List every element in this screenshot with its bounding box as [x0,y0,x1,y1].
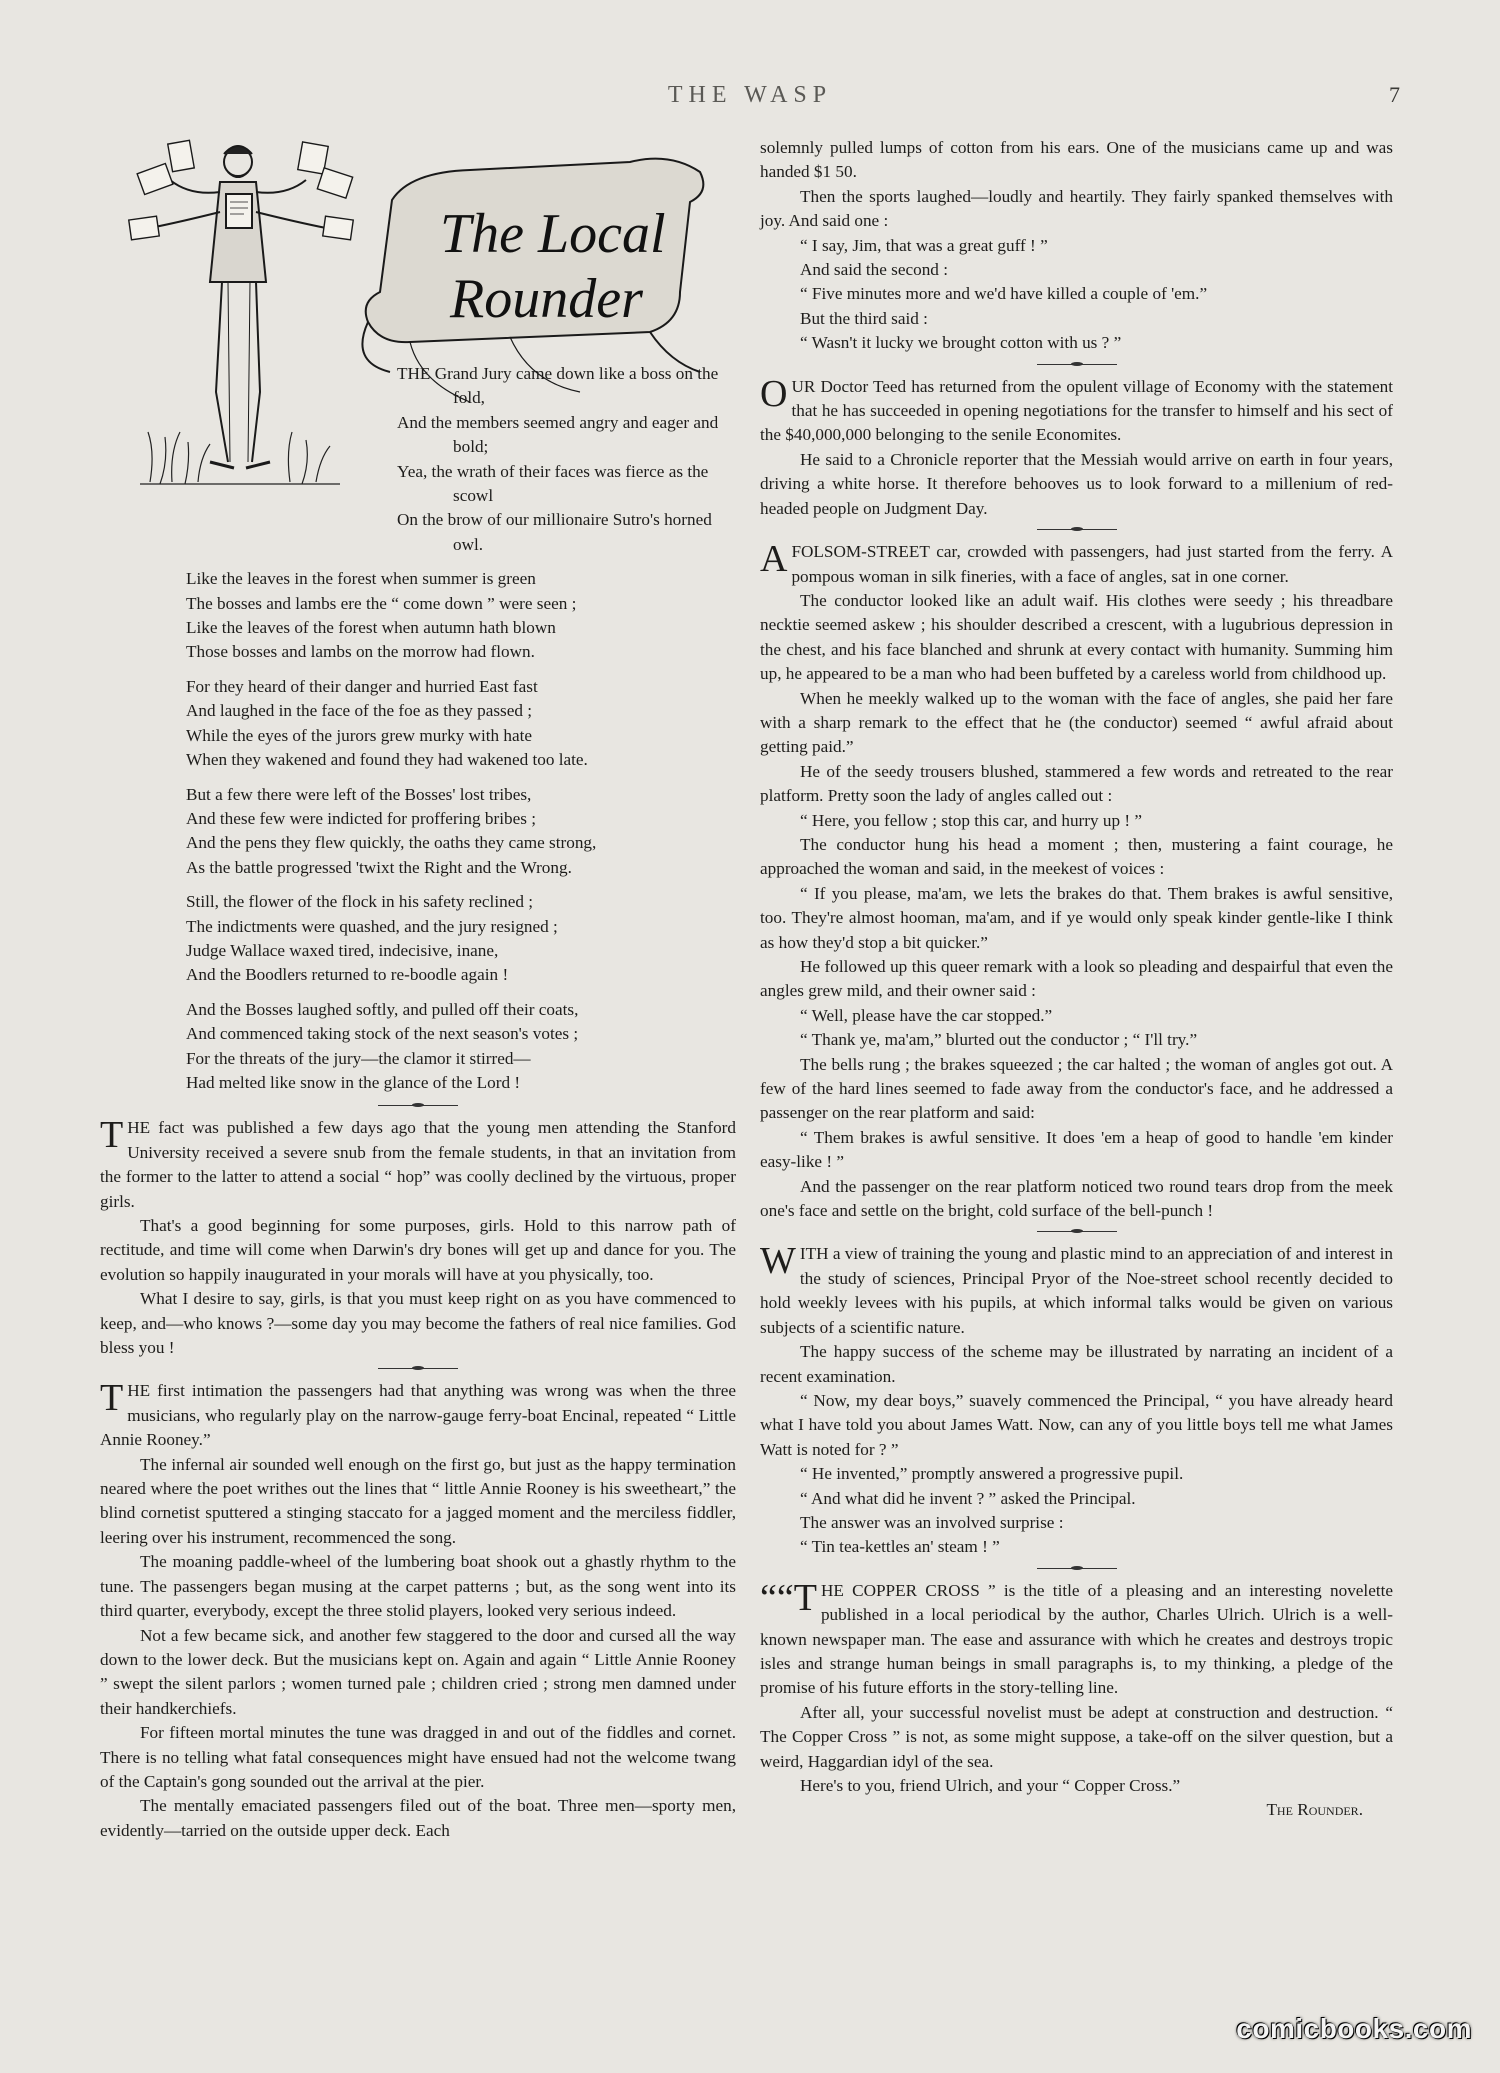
article-paragraph: He said to a Chronicle reporter that the Messiah would arrive on earth in four years, driving a white horse. It therefore behooves us to look forward to a millenium of red-headed people on Judgment Day. [760,449,1393,518]
poem-line: The bosses and lambs ere the “ come down ” were seen ; [186,593,577,613]
article-paragraph: solemnly pulled lumps of cotton from his ears. One of the musicians came up and was handed $1 50. [760,138,1393,182]
article-paragraph: “ Wasn't it lucky we brought cotton with us ? ” [800,333,1122,353]
illustration-title-line2: Rounder [450,268,643,330]
article-paragraph: For fifteen mortal minutes the tune was dragged in and out of the fiddles and cornet. There is no telling what fatal consequences might have ensued had not the welcome twang of the Captain's gong sounded out the arrival at the pier. [100,1723,736,1791]
section-divider [1037,529,1117,530]
section-divider [378,1105,458,1106]
poem-line: As the battle progressed 'twixt the Right and the Wrong. [186,857,572,877]
article-paragraph: After all, your successful novelist must be adept at construction and destruction. “ The Copper Cross ” is not, as some might suppose, a take-off on the silver question, but a weird, Haggardian idyl of the sea. [760,1702,1393,1771]
watermark-logo: comicbooks.com [1236,2013,1472,2044]
stanza [186,783,736,881]
article-paragraph: “ Here, you fellow ; stop this car, and hurry up ! ” [800,810,1143,830]
article-paragraph: ““T HE COPPER CROSS ” is the title of a pleasing and an interesting novelette published in a local periodical by the author, Charles Ulrich. Ulrich is a well-known newspaper man. The ease and assurance with which he creates and destroys tropic isles and strange human beings in small paragraphs is, to my thinking, a pledge of the promise of his future efforts in the story-telling line. [760,1576,1393,1698]
poem-line: Had melted like snow in the glance of the Lord ! [186,1072,521,1092]
article-paragraph: The mentally emaciated passengers filed out of the boat. Three men—sporty men, evidently—tarried on the outside upper deck. Each [100,1796,736,1840]
article-paragraph: The answer was an involved surprise : [800,1512,1064,1532]
illustration-title-line1: The Local [440,203,666,265]
poem-line: And these few were indicted for proffering bribes ; [186,808,536,828]
poem-line: Like the leaves in the forest when summer is green [186,569,536,589]
poem-intro-line: And the members seemed angry and eager and bold; [397,412,719,457]
section-divider [378,1368,458,1369]
article-paragraph: “ Now, my dear boys,” suavely commenced the Principal, “ you have already heard what I have told you about James Watt. Now, can any of you little boys tell me what James Watt is noted for ? ” [760,1390,1393,1459]
article-paragraph: The conductor hung his head a moment ; then, mustering a faint courage, he approached the woman and said, in the meekest of voices : [760,834,1393,879]
article-paragraph: Here's to you, friend Ulrich, and your “ Copper Cross.” [800,1776,1181,1795]
poem-intro-line: On the brow of our millionaire Sutro's horned owl. [397,510,712,554]
article-paragraph: The bells rung ; the brakes squeezed ; the car halted ; the woman of angles got out. A few of the hard lines seemed to fade away from the conductor's face, and he addressed a passenger on the rear platform and said: [760,1054,1393,1123]
right-column [760,136,1393,1823]
poem-intro-line: THE Grand Jury came down like a boss on the fold, [397,364,719,408]
poem [186,567,736,1095]
poem-line: Those bosses and lambs on the morrow had flown. [186,642,535,662]
article-paragraph: He of the seedy trousers blushed, stammered a few words and retreated to the rear platform. Pretty soon the lady of angles called out : [760,761,1393,806]
article-paragraph: “ Tin tea-kettles an' steam ! ” [800,1537,1000,1557]
drop-cap: A [760,538,788,581]
page-number: 7 [1389,82,1400,107]
article-paragraph: OUR Doctor Teed has returned from the opulent village of Economy with the statement that he has succeeded in opening negotiations for the transfer to himself and his sect of the $40,000,000 belonging to the senile Economites. [760,372,1393,445]
article-paragraph: That's a good beginning for some purposes, girls. Hold to this narrow path of rectitude, and time will come when Darwin's dry bones will get up and dance for you. The evolution so happily inaugurated in your morals will have at you physically, too. [100,1216,736,1284]
poem-intro [397,362,736,557]
signature: The Rounder. [1266,1800,1363,1820]
running-head: THE WASP [667,82,833,108]
article-paragraph: “ I say, Jim, that was a great guff ! ” [800,235,1048,255]
drop-cap: ““T [760,1576,817,1619]
article-paragraph: “ Five minutes more and we'd have killed a couple of 'em.” [800,284,1208,304]
article-paragraph: The infernal air sounded well enough on the first go, but just as the happy termination neared where the poet writhes out the lines that “ little Annie Rooney is his sweetheart,” the blind cornetist sputtered a stinging staccato for a jagged moment and the merciless fiddler, leering over his instrument, recommenced the song. [100,1454,736,1547]
article-paragraph: A FOLSOM-STREET car, crowded with passengers, had just started from the ferry. A pompous woman in silk fineries, with a face of angles, sat in one corner. [760,538,1393,586]
poem-line: And laughed in the face of the foe as they passed ; [186,701,533,721]
poem-line: And the Boodlers returned to re-boodle again ! [186,965,509,985]
poem-line: And the Bosses laughed softly, and pulled off their coats, [186,999,579,1019]
poem-line: While the eyes of the jurors grew murky with hate [186,725,533,745]
section-divider [1037,364,1117,365]
article-paragraph: When he meekly walked up to the woman with the face of angles, she paid her fare with a sharp remark to the effect that he (the conductor) seemed “ awful afraid about getting paid.” [760,688,1393,757]
drop-cap: O [760,372,788,415]
poem-line: Judge Wallace waxed tired, indecisive, inane, [186,940,499,960]
article-paragraph: “ He invented,” promptly answered a progressive pupil. [800,1464,1184,1484]
section-divider [1037,1568,1117,1569]
article-paragraph: And the passenger on the rear platform noticed two round tears drop from the meek one's face and settle on the bright, cold surface of the bell-punch ! [760,1176,1393,1221]
drop-cap: W [760,1240,796,1283]
poem-line: The indictments were quashed, and the jury resigned ; [186,916,558,936]
poem-intro-line: Yea, the wrath of their faces was fierce as the scowl [397,461,709,506]
article-paragraph: The conductor looked like an adult waif. His clothes were seedy ; his threadbare necktie seemed askew ; his shoulder described a crescent, with a lugubrious depression in the chest, and his face blanched and shrunk at every contact with humanity. Summing him up, he appeared to be a man who had been buffeted by a careless world from childhood up. [760,590,1393,684]
article-paragraph: THE fact was published a few days ago that the young men attending the Stanford University received a severe snub from the female students, in that an invitation from the former to the latter to attend a social “ hop” was coolly declined by the virtuous, proper girls. [100,1114,736,1211]
poem-line: Like the leaves of the forest when autumn hath blown [186,618,556,638]
poem-line: Still, the flower of the flock in his safety reclined ; [186,892,533,912]
article-paragraph: “ And what did he invent ? ” asked the Principal. [800,1488,1136,1508]
drop-cap: T [100,1377,124,1420]
article-paragraph: The moaning paddle-wheel of the lumbering boat shook out a ghastly rhythm to the tune. The passengers began musing at the carpet patterns ; but, as the song went into its third quarter, everybody, except the three stolid players, looked very serious indeed. [100,1552,736,1621]
poem-line: For the threats of the jury—the clamor it stirred— [186,1048,531,1068]
stanza [186,675,736,773]
drop-cap: T [100,1114,124,1157]
left-column [100,362,736,1843]
article-paragraph: THE first intimation the passengers had that anything was wrong was when the three musicians, who regularly play on the narrow-gauge ferry-boat Encinal, repeated “ Little Annie Rooney.” [100,1377,736,1450]
poem-line: When they wakened and found they had wakened too late. [186,750,588,770]
poem-line: And commenced taking stock of the next season's votes ; [186,1024,579,1044]
poem-line: And the pens they flew quickly, the oaths they came strong, [186,833,597,853]
article-paragraph: Not a few became sick, and another few staggered to the door and cursed all the way down to the lower deck. But the musicians kept on. Again and again “ Little Annie Rooney ” swept the silent parlors ; women turned pale ; children cried ; strong men damned under their handkerchiefs. [100,1625,736,1718]
poem-line: But a few there were left of the Bosses' lost tribes, [186,784,532,804]
article-paragraph: “ Thank ye, ma'am,” blurted out the conductor ; “ I'll try.” [800,1030,1198,1050]
article-paragraph: “ Them brakes is awful sensitive. It does 'em a heap of good to handle 'em kinder easy-like ! ” [760,1127,1393,1172]
poem-line: For they heard of their danger and hurried East fast [186,676,538,696]
article-paragraph: “ Well, please have the car stopped.” [800,1005,1053,1025]
article-paragraph: Then the sports laughed—loudly and heartily. They fairly spanked themselves with joy. And said one : [760,186,1393,231]
stanza [186,567,736,665]
section-divider [1037,1231,1117,1232]
article-paragraph: “ If you please, ma'am, we lets the brakes do that. Them brakes is awful sensitive, too. They're almost hooman, ma'am, and if ye would only speak kinder gentle-like I think as how they'd stop a bit quicker.” [760,883,1393,952]
article-paragraph: The happy success of the scheme may be illustrated by narrating an incident of a recent examination. [760,1342,1393,1386]
article-paragraph: He followed up this queer remark with a look so pleading and despairful that even the angles grew mild, and their owner said : [760,957,1393,1001]
article-paragraph: WITH a view of training the young and plastic mind to an appreciation of and interest in the study of sciences, Principal Pryor of the Noe-street school recently decided to hold weekly levees with his pupils, at which informal talks would be given on various subjects of a scientific nature. [760,1240,1393,1337]
stanza [186,890,736,988]
article-paragraph: But the third said : [800,308,928,328]
article-paragraph: And said the second : [800,260,948,280]
stanza [186,998,736,1096]
article-paragraph: What I desire to say, girls, is that you must keep right on as you have commenced to keep, and—who knows ?—some day you may become the fathers of real nice families. God bless you ! [100,1289,736,1358]
